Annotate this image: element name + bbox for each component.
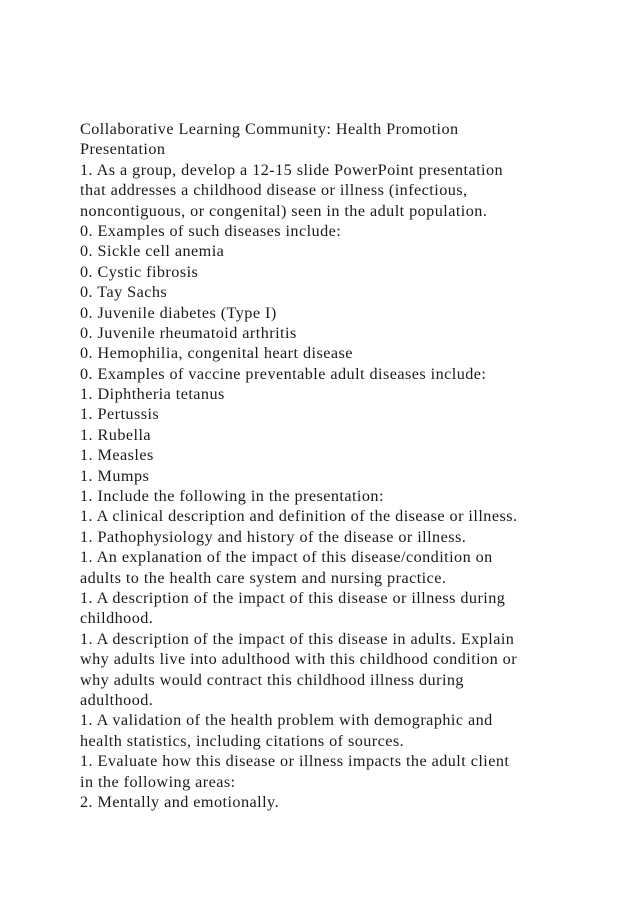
text-line: why adults live into adulthood with this childhood condition or: [80, 650, 518, 669]
text-line: 1. A clinical description and definition of the disease or illness.: [80, 507, 518, 526]
text-line: 1. Pathophysiology and history of the disease or illness.: [80, 527, 467, 546]
text-line: 0. Hemophilia, congenital heart disease: [80, 344, 353, 363]
text-line: childhood.: [80, 609, 154, 628]
text-line: 1. Pertussis: [80, 405, 160, 424]
text-line: 1. Include the following in the presentation:: [80, 487, 384, 506]
text-line: 0. Examples of such diseases include:: [80, 221, 342, 240]
text-line: 1. A description of the impact of this disease in adults. Explain: [80, 629, 515, 648]
text-line: 1. Rubella: [80, 425, 152, 444]
text-line: 1. Diphtheria tetanus: [80, 385, 225, 404]
text-line: 1. A validation of the health problem with demographic and: [80, 711, 493, 730]
text-line: 0. Cystic fibrosis: [80, 262, 199, 281]
text-line: 1. Mumps: [80, 466, 150, 485]
text-line: adulthood.: [80, 690, 154, 709]
text-line: why adults would contract this childhood illness during: [80, 670, 464, 689]
text-line: health statistics, including citations of sources.: [80, 731, 405, 750]
text-line: 1. A description of the impact of this disease or illness during: [80, 588, 506, 607]
text-line: 1. Evaluate how this disease or illness impacts the adult client: [80, 752, 510, 771]
text-line: 1. As a group, develop a 12-15 slide PowerPoint presentation: [80, 160, 504, 179]
text-line: 1. An explanation of the impact of this disease/condition on: [80, 548, 493, 567]
text-line: 0. Examples of vaccine preventable adult diseases include:: [80, 364, 487, 383]
text-line: 0. Juvenile rheumatoid arthritis: [80, 323, 297, 342]
text-line: noncontiguous, or congenital) seen in the adult population.: [80, 201, 488, 220]
text-line: Collaborative Learning Community: Health Promotion: [80, 120, 459, 138]
text-line: 1. Measles: [80, 446, 154, 465]
text-line: that addresses a childhood disease or illness (infectious,: [80, 181, 468, 200]
text-line: 2. Mentally and emotionally.: [80, 792, 280, 811]
text-line: Presentation: [80, 140, 166, 159]
text-line: 0. Sickle cell anemia: [80, 242, 225, 261]
text-line: 0. Tay Sachs: [80, 283, 168, 302]
text-line: in the following areas:: [80, 772, 236, 791]
text-line: adults to the health care system and nursing practice.: [80, 568, 447, 587]
text-line: 0. Juvenile diabetes (Type I): [80, 303, 277, 322]
document-text: [80, 119, 620, 812]
